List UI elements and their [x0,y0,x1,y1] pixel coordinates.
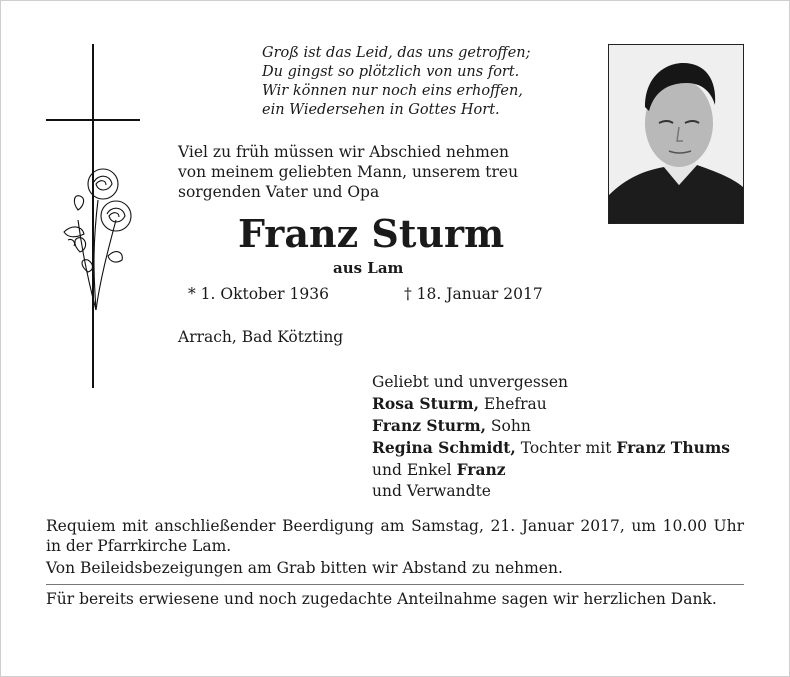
mourner-name: Franz Sturm, [372,416,486,435]
mourner-name: Franz [456,460,506,479]
mourner-name: Rosa Sturm, [372,394,479,413]
mourner-role: Tochter mit [515,439,617,457]
intro-line: von meinem geliebten Mann, unserem treu [178,163,519,181]
mourner-role: Sohn [486,417,531,435]
portrait-photo [608,44,744,224]
cross-horizontal-bar [46,119,140,121]
mourners-list [372,372,772,502]
mourner-wife [372,393,772,415]
notice-text [46,516,744,609]
requiem-paragraph: Requiem mit anschließender Beerdigung am Samstag, 21. Januar 2017, um 10.00 Uhr in der Pfarrkirche Lam. [46,517,744,555]
poem-line: Du gingst so plötzlich von uns fort. [262,64,520,80]
mourner-grandson [372,459,772,481]
poem-line: Groß ist das Leid, das uns getroffen; [262,45,531,61]
condolences-paragraph: Von Beileidsbezeigungen am Grab bitten wir Abstand zu nehmen. [46,559,563,577]
roses-icon [58,160,138,320]
poem-line: Wir können nur noch eins erhoffen, [262,83,523,99]
divider [46,584,744,585]
mourner-partner-name: Franz Thums [616,438,730,457]
mourner-son [372,415,772,437]
poem-line: ein Wiedersehen in Gottes Hort. [262,102,500,118]
mourner-role: Ehefrau [478,395,547,413]
mourner-relatives: und Verwandte [372,482,491,500]
mourner-daughter [372,437,772,459]
death-date: † 18. Januar 2017 [404,285,543,303]
intro-line: sorgenden Vater und Opa [178,183,380,201]
mourners-heading: Geliebt und unvergessen [372,373,568,391]
poem [262,44,582,120]
birth-date: * 1. Oktober 1936 [188,285,329,303]
intro-line: Viel zu früh müssen wir Abschied nehmen [178,143,509,161]
intro-text [178,142,578,202]
portrait-image [609,45,743,223]
deceased-origin: aus Lam [333,259,404,277]
residence: Arrach, Bad Kötzting [178,328,344,346]
mourner-role: und Enkel [372,461,457,479]
mourner-name: Regina Schmidt, [372,438,516,457]
deceased-name: Franz Sturm [238,211,505,256]
thanks-paragraph: Für bereits erwiesene und noch zugedachte Anteilnahme sagen wir herzlichen Dank. [46,590,717,608]
